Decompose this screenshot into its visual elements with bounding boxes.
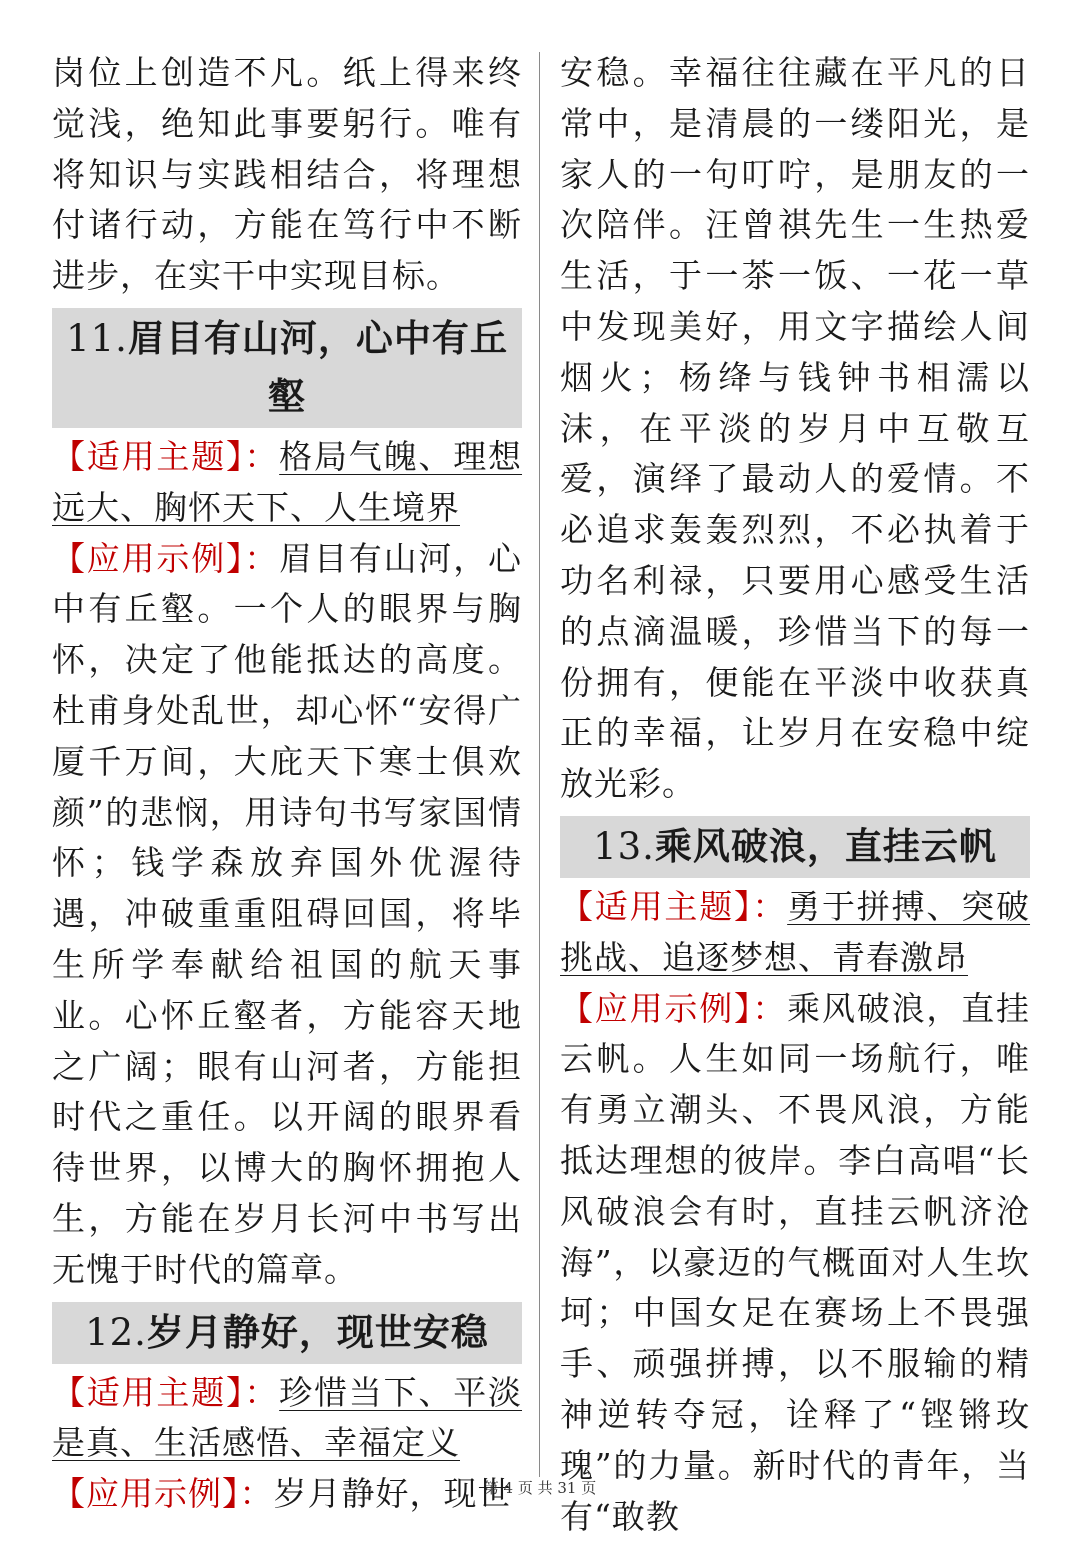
example-label: 【应用示例】： — [560, 988, 788, 1028]
section-12-number: 12. — [85, 1310, 147, 1354]
section-11-theme — [52, 432, 522, 534]
page-number-footer: 第 4 页 共 31 页 — [483, 1479, 597, 1497]
theme-label: 【适用主题】： — [52, 436, 280, 476]
left-column — [52, 48, 522, 1520]
theme-text: 勇于拼搏、突破挑战、追逐梦想、青春激昂 — [560, 886, 1031, 977]
section-12-theme — [52, 1368, 522, 1470]
example-text: 乘风破浪，直挂云帆。人生如同一场航行，唯有勇立潮头、不畏风浪，方能抵达理想的彼岸。李白高唱“长风破浪会有时，直挂云帆济沧海”，以豪迈的气概面对人生坎坷；中国女足在赛场上不畏强手、顽强拼搏，以不服输的精神逆转夺冠，诠释了“铿锵玫瑰”的力量。新时代的青年，当有“敢教 — [560, 988, 1031, 1536]
theme-text: 格局气魄、理想远大、胸怀天下、人生境界 — [52, 436, 523, 527]
section-13-number: 13. — [593, 824, 655, 868]
example-label: 【应用示例】： — [52, 538, 280, 578]
theme-label: 【适用主题】： — [560, 886, 788, 926]
section-13-heading — [560, 816, 1030, 878]
intro-paragraph: 岗位上创造不凡。纸上得来终觉浅，绝知此事要躬行。唯有将知识与实践相结合，将理想付诸行动，方能在笃行中不断进步，在实干中实现目标。 — [52, 53, 522, 296]
example-text: 眉目有山河，心中有丘壑。一个人的眼界与胸怀，决定了他能抵达的高度。杜甫身处乱世，却心怀“安得广厦千万间，大庇天下寒士俱欢颜”的悲悯，用诗句书写家国情怀；钱学森放弃国外优渥待遇，冲破重重阻碍回国，将毕生所学奉献给祖国的航天事业。心怀丘壑者，方能容天地之广阔；眼有山河者，方能担时代之重任。以开阔的眼界看待世界，以博大的胸怀拥抱人生，方能在岁月长河中书写出无愧于时代的篇章。 — [52, 538, 523, 1289]
section-12-title: 岁月静好，现世安稳 — [146, 1310, 489, 1354]
theme-label: 【适用主题】： — [52, 1372, 280, 1412]
theme-text: 珍惜当下、平淡是真、生活感悟、幸福定义 — [52, 1372, 523, 1463]
section-13-example — [560, 984, 1030, 1542]
column-divider — [539, 52, 540, 1477]
section-11-title: 眉目有山河，心中有丘壑 — [127, 316, 508, 418]
section-13-title: 乘风破浪，直挂云帆 — [654, 824, 997, 868]
section-13-theme — [560, 882, 1030, 984]
section-12-heading — [52, 1302, 522, 1364]
section-11-heading — [52, 308, 522, 428]
example-text: 岁月静好，现世 — [273, 1474, 512, 1514]
section-11-number: 11. — [66, 316, 128, 360]
section-11-example — [52, 534, 522, 1296]
right-column — [560, 48, 1030, 1542]
section-12-continuation: 安稳。幸福往往藏在平凡的日常中，是清晨的一缕阳光，是家人的一句叮咛，是朋友的一次陪伴。汪曾祺先生一生热爱生活，于一茶一饭、一花一草中发现美好，用文字描绘人间烟火；杨绛与钱钟书相濡以沫，在平淡的岁月中互敬互爱，演绎了最动人的爱情。不必追求轰轰烈烈，不必执着于功名利禄，只要用心感受生活的点滴温暖，珍惜当下的每一份拥有，便能在平淡中收获真正的幸福，让岁月在安稳中绽放光彩。 — [560, 53, 1030, 804]
example-label: 【应用示例】： — [52, 1474, 274, 1514]
